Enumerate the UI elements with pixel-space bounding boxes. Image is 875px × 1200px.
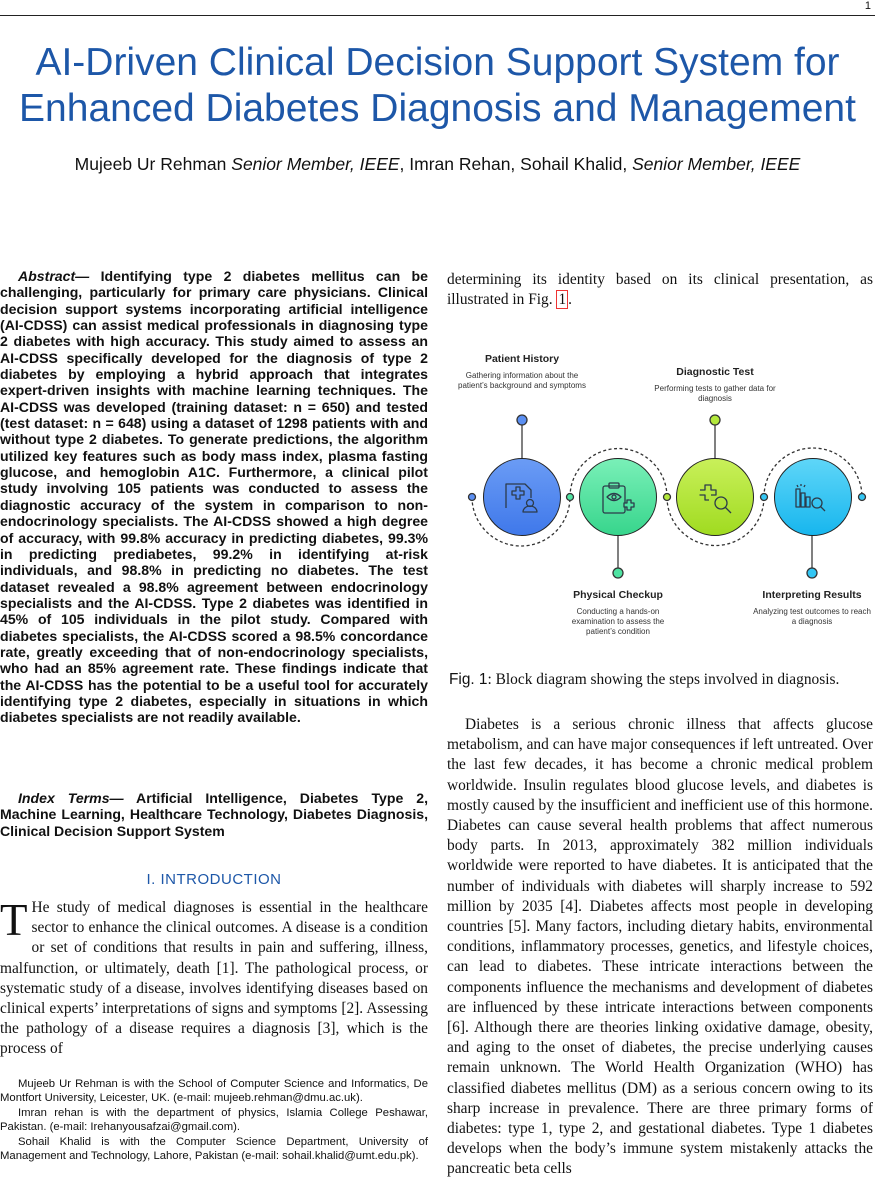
step-circle-diagnostic-test xyxy=(677,459,754,536)
step-circle-interpreting-results xyxy=(775,459,852,536)
step-title: Physical Checkup xyxy=(573,589,663,601)
right-top-text: determining its identity based on its clinical presentation, as illustrated in Fig. xyxy=(447,271,873,309)
abstract-label: Abstract— xyxy=(18,268,90,284)
right-body-paragraph: Diabetes is a serious chronic illness that affects glucose metabolism, and can have major consequences if left untreated. Over the last few decades, it has become a chronic medical problem worldwide. Insulin regulates blood glucose levels, and diabetes is mostly caused by the insufficient and inefficient use of this hormone. Diabetes can cause several health problems that affect numerous body parts. In 2013, approximately 382 million individuals worldwide were reported to have diabetes. It is anticipated that the number of individuals with diabetes will sharply increase to 592 million by 2035 [4]. Diabetes affects most people in developing countries [5]. Many factors, including dietary habits, environmental conditions, inflammatory processes, genetics, and lifestyle choices, can lead to diabetes. These intricate interactions between the components influence the mechanisms and development of diabetes are influenced by these intricate interactions between components [6]. Although there are theories linking oxidative damage, obesity, and aging to the onset of diabetes, the precise underlying causes remain unknown. The World Health Organization (WHO) has classified diabetes mellitus (DM) as a serious concern owing to its sharp increase in prevalence. There are three primary forms of diabetes: type 1, type 2, and gestational diabetes. Type 1 diabetes develops when the body’s immune system mistakenly attacks the pancreatic beta cells xyxy=(447,716,873,1178)
authors-2: , Imran Rehan, Sohail Khalid, xyxy=(399,154,628,174)
page-number: 1 xyxy=(864,0,871,12)
abstract xyxy=(0,268,428,726)
abstract-text: Identifying type 2 diabetes mellitus can be challenging, particularly for primary care physicians. Clinical decision support systems incorporating artificial intelligence (AI-CDSS) can assist medical professionals in diagnosing type 2 diabetes with high accuracy. This study aimed to assess an AI-CDSS specifically developed for the diagnosis of type 2 diabetes by employing a hybrid approach that integrates expert-driven insights with machine learning techniques. The AI-CDSS was developed (training dataset: n = 650) and tested (test dataset: n = 648) using a dataset of 1298 patients with and without type 2 diabetes. To generate predictions, the algorithm utilized key features such as body mass index, plasma fasting glucose, and hemoglobin A1C. Furthermore, a clinical pilot study involving 105 patients was conducted to assess the diagnostic accuracy of the system in comparison to non-endocrinology specialists. The AI-CDSS showed a high degree of accuracy, with 99.8% accuracy in predicting diabetes, 99.3% in predicting prediabetes, 99.2% in identifying at-risk individuals, and 98.8% in predicting no diabetes. The test dataset revealed a 98.8% agreement between endocrinology specialists and the AI-CDSS. Type 2 diabetes was identified in 45% of 105 individuals in the pilot study. Compared with diabetes specialists, the AI-CDSS scored a 98.5% concordance rate, greatly exceeding that of non-endocrinology specialists, who had an 85% agreement rate. These findings indicate that the AI-CDSS has the potential to be a useful tool for accurately identifying type 2 diabetes, especially in situations in which diabetes specialists are not readily available. xyxy=(0,268,428,726)
footnote: Mujeeb Ur Rehman is with the School of Computer Science and Informatics, De Montfort University, Leicester, UK. (e-mail: mujeeb.rehman@dmu.ac.uk). xyxy=(0,1078,428,1105)
author-1: Mujeeb Ur Rehman xyxy=(74,154,227,174)
caption-label: Fig. 1 xyxy=(449,671,488,688)
step-label-diagnostic-test xyxy=(650,366,780,404)
author-1-role: Senior Member, IEEE xyxy=(231,154,400,174)
step-title: Diagnostic Test xyxy=(676,366,754,378)
figure-diagnosis-steps xyxy=(450,340,875,650)
step-label-patient-history xyxy=(452,353,592,391)
section-heading: I. INTRODUCTION xyxy=(146,871,282,888)
step-description: Conducting a hands-on examination to assess the patient’s condition xyxy=(571,607,665,636)
step-circle-physical-checkup xyxy=(580,459,657,536)
intro-paragraph xyxy=(0,895,428,1060)
footnote: Imran rehan is with the department of physics, Islamia College Peshawar, Pakistan. (e-mail: Irehanyousafzai@gmail.com). xyxy=(0,1106,428,1134)
footnotes xyxy=(0,1077,428,1163)
step-description: Performing tests to gather data for diagnosis xyxy=(654,384,776,403)
author-3-role: Senior Member, IEEE xyxy=(632,154,801,174)
step-circle-patient-history xyxy=(484,459,561,536)
step-label-interpreting-results xyxy=(752,589,872,627)
step-label-physical-checkup xyxy=(558,589,678,637)
index-terms xyxy=(0,790,428,839)
figure-ref-link[interactable]: 1 xyxy=(558,291,567,309)
author-line xyxy=(0,154,875,175)
figure-caption xyxy=(449,671,875,689)
step-description: Analyzing test outcomes to reach a diagnosis xyxy=(753,607,871,626)
intro-text: He study of medical diagnoses is essential in the healthcare sector to enhance the clinical outcomes. A disease is a condition or set of conditions that results in pain and suffering, illness, malfunction, or ultimately, death [1]. The pathological process, or systematic study of a disease, involves identifying diseases based on clinical experts’ interpretations of signs and symptoms [2]. Assessing the pathology of a disease requires a diagnosis [3], which is the process of xyxy=(0,899,428,1058)
right-top-end: . xyxy=(568,291,573,309)
step-title: Interpreting Results xyxy=(762,589,862,601)
index-terms-label: Index Terms— xyxy=(18,790,124,806)
paper-title: AI-Driven Clinical Decision Support System for Enhanced Diabetes Diagnosis and Management xyxy=(19,41,856,130)
drop-cap: T xyxy=(0,895,28,945)
step-title: Patient History xyxy=(484,353,560,365)
step-description: Gathering information about the patient’s background and symptoms xyxy=(458,371,586,390)
header-rule xyxy=(0,15,875,16)
caption-text: : Block diagram showing the steps involved in diagnosis. xyxy=(487,671,840,688)
index-terms-text: Artificial Intelligence, Diabetes Type 2, Machine Learning, Healthcare Technology, Diabetes Diagnosis, Clinical Decision Support System xyxy=(0,790,428,839)
footnote: Sohail Khalid is with the Computer Science Department, University of Management and Technology, Lahore, Pakistan (e-mail: sohail.khalid@umt.edu.pk). xyxy=(0,1135,428,1163)
right-top-paragraph xyxy=(447,270,873,310)
